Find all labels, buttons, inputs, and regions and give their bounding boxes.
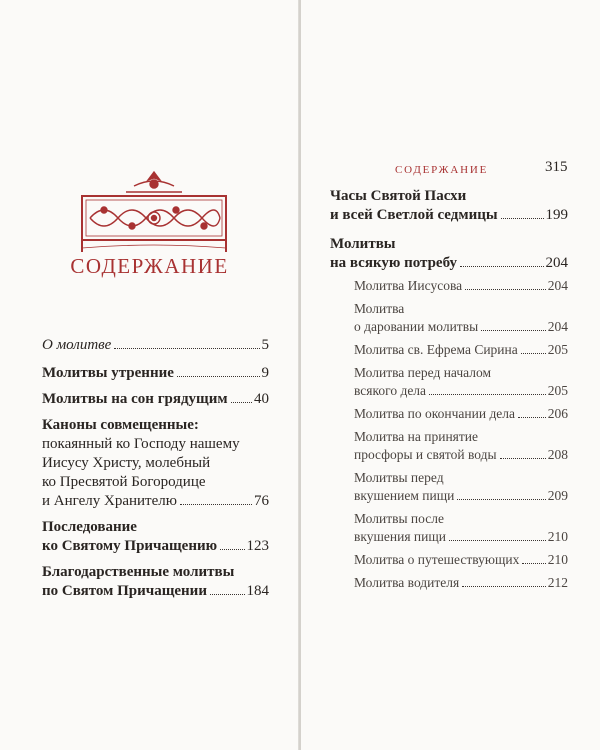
- leader-dots: [501, 218, 544, 219]
- toc-subentry[interactable]: [330, 510, 568, 546]
- toc-entry-title: всякого дела: [354, 383, 427, 398]
- leader-dots: [500, 458, 546, 459]
- leader-dots: [429, 394, 546, 395]
- toc-entry-line: Молитва на принятие: [354, 429, 479, 444]
- toc-entry-line: Иисусу Христу, молебный: [42, 455, 211, 471]
- leader-dots: [231, 402, 252, 403]
- toc-entry-title: Молитва св. Ефрема Сирина: [354, 342, 518, 357]
- toc-entry[interactable]: [42, 518, 269, 556]
- toc-entry-heading: Каноны совмещенные:: [42, 417, 199, 433]
- leader-dots: [449, 540, 546, 541]
- toc-page-number: 206: [547, 406, 568, 421]
- toc-entry-line: Молитвы: [330, 236, 396, 252]
- leader-dots: [518, 417, 546, 418]
- toc-entry[interactable]: [330, 235, 568, 273]
- toc-subentry[interactable]: [330, 428, 568, 464]
- toc-entry-title: Молитва по окончании дела: [354, 406, 516, 421]
- toc-subentry[interactable]: [330, 277, 568, 295]
- toc-entry-title: по Святом Причащении: [42, 583, 207, 599]
- toc-entry[interactable]: [42, 336, 269, 355]
- toc-entry-line: Молитвы после: [354, 511, 444, 526]
- toc-entry-title: и Ангелу Хранителю: [42, 493, 177, 509]
- toc-page-number: 199: [545, 207, 568, 223]
- leader-dots: [177, 376, 260, 377]
- toc-entry-title: Молитва водителя: [354, 575, 460, 590]
- page-number: 315: [545, 159, 568, 175]
- toc-entry-line: Молитва перед началом: [354, 365, 492, 380]
- toc-entry-title: о даровании молитвы: [354, 319, 479, 334]
- running-header: СОДЕРЖАНИЕ: [395, 164, 489, 176]
- toc-page-number: 204: [545, 255, 568, 271]
- leader-dots: [522, 563, 545, 564]
- contents-title: СОДЕРЖАНИЕ: [70, 254, 229, 278]
- leader-dots: [457, 499, 545, 500]
- toc-page-number: 205: [547, 342, 568, 357]
- toc-entry-line: ко Пресвятой Богородице: [42, 474, 206, 490]
- leader-dots: [180, 504, 252, 505]
- toc-page-number: 210: [547, 552, 568, 567]
- toc-entry-title: Молитвы на сон грядущим: [42, 391, 228, 407]
- toc-entry[interactable]: [42, 416, 269, 511]
- toc-entry-title: Молитва Иисусова: [354, 278, 463, 293]
- toc-entry-title: Молитвы утренние: [42, 365, 174, 381]
- leader-dots: [465, 289, 546, 290]
- leader-dots: [481, 330, 546, 331]
- toc-page-number: 205: [547, 383, 568, 398]
- toc-page-number: 184: [246, 583, 269, 599]
- toc-entry-line: Молитвы перед: [354, 470, 444, 485]
- toc-page-number: 76: [254, 493, 269, 509]
- leader-dots: [114, 348, 259, 349]
- toc-page-number: 210: [547, 529, 568, 544]
- toc-entry-title: вкушения пищи: [354, 529, 446, 544]
- toc-entry-line: Часы Святой Пасхи: [330, 188, 467, 204]
- toc-entry-title: и всей Светлой седмицы: [330, 207, 498, 223]
- toc-entry-title: просфоры и святой воды: [354, 447, 497, 462]
- toc-subentry[interactable]: [330, 551, 568, 569]
- toc-entry[interactable]: [42, 563, 269, 601]
- toc-page-number: 209: [547, 488, 568, 503]
- toc-right: [330, 187, 568, 592]
- toc-page-number: 5: [261, 337, 269, 353]
- toc-entry-line: Благодарственные молитвы: [42, 564, 235, 580]
- leader-dots: [460, 266, 543, 267]
- toc-page-number: 212: [547, 575, 568, 590]
- toc-page-number: 123: [246, 538, 269, 554]
- floral-ornament-icon: [68, 168, 240, 254]
- toc-subentry[interactable]: [330, 469, 568, 505]
- toc-entry[interactable]: [330, 187, 568, 225]
- toc-subentry[interactable]: [330, 364, 568, 400]
- toc-left: [42, 336, 269, 601]
- leader-dots: [462, 586, 546, 587]
- toc-entry[interactable]: [42, 364, 269, 383]
- toc-subentry[interactable]: [330, 405, 568, 423]
- toc-entry-title: Молитва о путешествующих: [354, 552, 520, 567]
- leader-dots: [220, 549, 244, 550]
- toc-page-number: 40: [254, 391, 269, 407]
- toc-entry-title: вкушением пищи: [354, 488, 455, 503]
- leader-dots: [210, 594, 245, 595]
- toc-page-number: 204: [547, 278, 568, 293]
- toc-page-number: 9: [261, 365, 269, 381]
- toc-entry[interactable]: [42, 390, 269, 409]
- toc-subentry[interactable]: [330, 574, 568, 592]
- toc-entry-line: Молитва: [354, 301, 405, 316]
- toc-page-number: 208: [547, 447, 568, 462]
- toc-subentry[interactable]: [330, 300, 568, 336]
- toc-entry-title: О молитве: [42, 337, 112, 353]
- left-page: [0, 0, 299, 750]
- leader-dots: [521, 353, 546, 354]
- toc-subentry[interactable]: [330, 341, 568, 359]
- toc-entry-title: на всякую потребу: [330, 255, 458, 271]
- toc-entry-line: покаянный ко Господу нашему: [42, 436, 240, 452]
- toc-entry-title: ко Святому Причащению: [42, 538, 218, 554]
- toc-entry-line: Последование: [42, 519, 137, 535]
- toc-page-number: 204: [547, 319, 568, 334]
